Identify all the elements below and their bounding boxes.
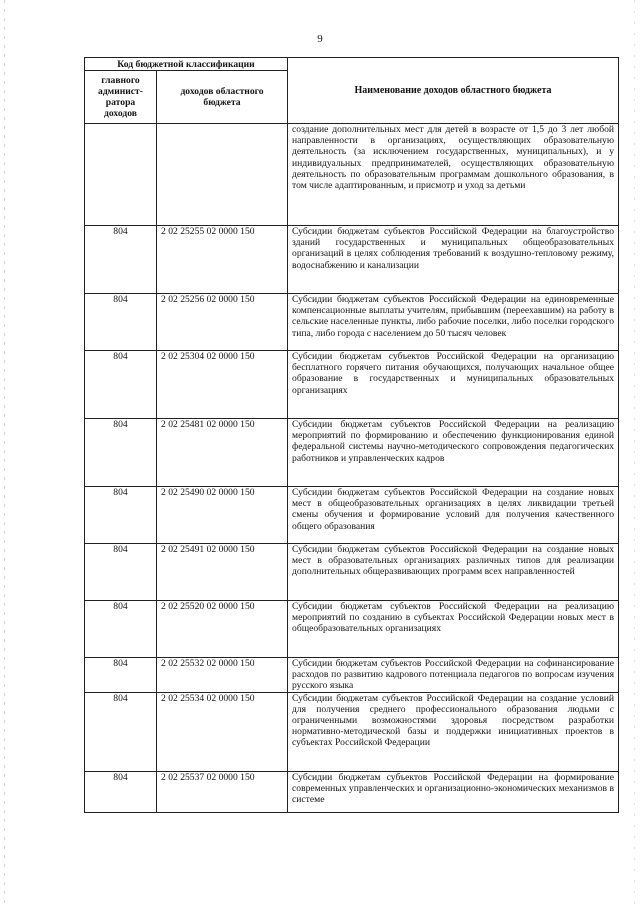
table-row: [85, 487, 619, 544]
header-budget-classification-code: Код бюджетной классификации: [85, 58, 288, 71]
code-cell: 2 02 25481 02 0000 150: [157, 419, 288, 487]
name-cell: Субсидии бюджетам субъектов Российской Федерации на реализацию мероприятий по формированию и обеспечению функционирования единой федеральной системы научно-методического сопровождения педагогических работников и управленческих кадров: [288, 419, 619, 487]
admin-cell: 804: [85, 294, 157, 351]
table-row: [85, 294, 619, 351]
admin-cell: 804: [85, 771, 157, 812]
budget-classification-table: [84, 57, 619, 813]
table-row: [85, 419, 619, 487]
name-cell: Субсидии бюджетам субъектов Российской Федерации на благоустройство зданий государственных и муниципальных общеобразовательных организаций в целях соблюдения требований к воздушно-тепловому режиму, водоснабжению и канализации: [288, 226, 619, 294]
table-row: [85, 601, 619, 658]
admin-cell: 804: [85, 419, 157, 487]
name-cell: Субсидии бюджетам субъектов Российской Федерации на создание условий для получения среднего профессионального образования людьми с ограниченными возможностями здоровья посредством разработки нормативно-методической базы и поддержки инициативных проектов в субъектах Российской Федерации: [288, 692, 619, 771]
admin-cell: 804: [85, 351, 157, 419]
code-cell: 2 02 25520 02 0000 150: [157, 601, 288, 658]
name-cell: создание дополнительных мест для детей в возрасте от 1,5 до 3 лет любой направленности в организациях, осуществляющих образовательную деятельность (за исключением государственных, муниципальных), и у индивидуальных предпринимателей, осуществляющих образовательную деятельность по образовательным программам дошкольного образования, в том числе адаптированным, и присмотр и уход за детьми: [288, 124, 619, 226]
admin-cell: 804: [85, 487, 157, 544]
code-cell: 2 02 25491 02 0000 150: [157, 544, 288, 601]
table-row-continuation: [85, 124, 619, 226]
code-cell: 2 02 25255 02 0000 150: [157, 226, 288, 294]
code-cell: [157, 124, 288, 226]
header-regional-income-code: доходов областного бюджета: [157, 71, 288, 124]
table-row: [85, 692, 619, 771]
admin-cell: 804: [85, 544, 157, 601]
admin-cell: [85, 124, 157, 226]
name-cell: Субсидии бюджетам субъектов Российской Федерации на создание новых мест в образовательных организациях различных типов для реализации дополнительных общеразвивающих программ всех направленностей: [288, 544, 619, 601]
name-cell: Субсидии бюджетам субъектов Российской Федерации на формирование современных управленческих и организационно-экономических механизмов в системе: [288, 771, 619, 812]
name-cell: Субсидии бюджетам субъектов Российской Федерации на организацию бесплатного горячего питания обучающихся, получающих начальное общее образование в государственных и муниципальных образовательных организациях: [288, 351, 619, 419]
name-cell: Субсидии бюджетам субъектов Российской Федерации на реализацию мероприятий по созданию в субъектах Российской Федерации новых мест в общеобразовательных организациях: [288, 601, 619, 658]
name-cell: Субсидии бюджетам субъектов Российской Федерации на единовременные компенсационные выплаты учителям, прибывшим (переехавшим) на работу в сельские населенные пункты, либо рабочие поселки, либо поселки городского типа, либо города с населением до 50 тысяч человек: [288, 294, 619, 351]
code-cell: 2 02 25256 02 0000 150: [157, 294, 288, 351]
table-row: [85, 226, 619, 294]
table-row: [85, 771, 619, 812]
scan-edge-mark-right: [634, 0, 635, 905]
table-header-row: [85, 58, 619, 71]
code-cell: 2 02 25537 02 0000 150: [157, 771, 288, 812]
table-row: [85, 658, 619, 693]
name-cell: Субсидии бюджетам субъектов Российской Федерации на создание новых мест в общеобразовательных организациях в целях ликвидации третьей смены обучения и формирование условий для получения качественного общего образования: [288, 487, 619, 544]
code-cell: 2 02 25532 02 0000 150: [157, 658, 288, 693]
table-row: [85, 544, 619, 601]
header-main-administrator: главного админист-ратора доходов: [85, 71, 157, 124]
scan-edge-mark-left: [4, 0, 5, 905]
admin-cell: 804: [85, 692, 157, 771]
table-row: [85, 351, 619, 419]
header-income-name: Наименование доходов областного бюджета: [288, 58, 619, 124]
code-cell: 2 02 25304 02 0000 150: [157, 351, 288, 419]
page-number: 9: [317, 33, 323, 45]
name-cell: Субсидии бюджетам субъектов Российской Федерации на софинансирование расходов по развитию кадрового потенциала педагогов по вопросам изучения русского языка: [288, 658, 619, 693]
admin-cell: 804: [85, 658, 157, 693]
code-cell: 2 02 25534 02 0000 150: [157, 692, 288, 771]
code-cell: 2 02 25490 02 0000 150: [157, 487, 288, 544]
admin-cell: 804: [85, 601, 157, 658]
admin-cell: 804: [85, 226, 157, 294]
